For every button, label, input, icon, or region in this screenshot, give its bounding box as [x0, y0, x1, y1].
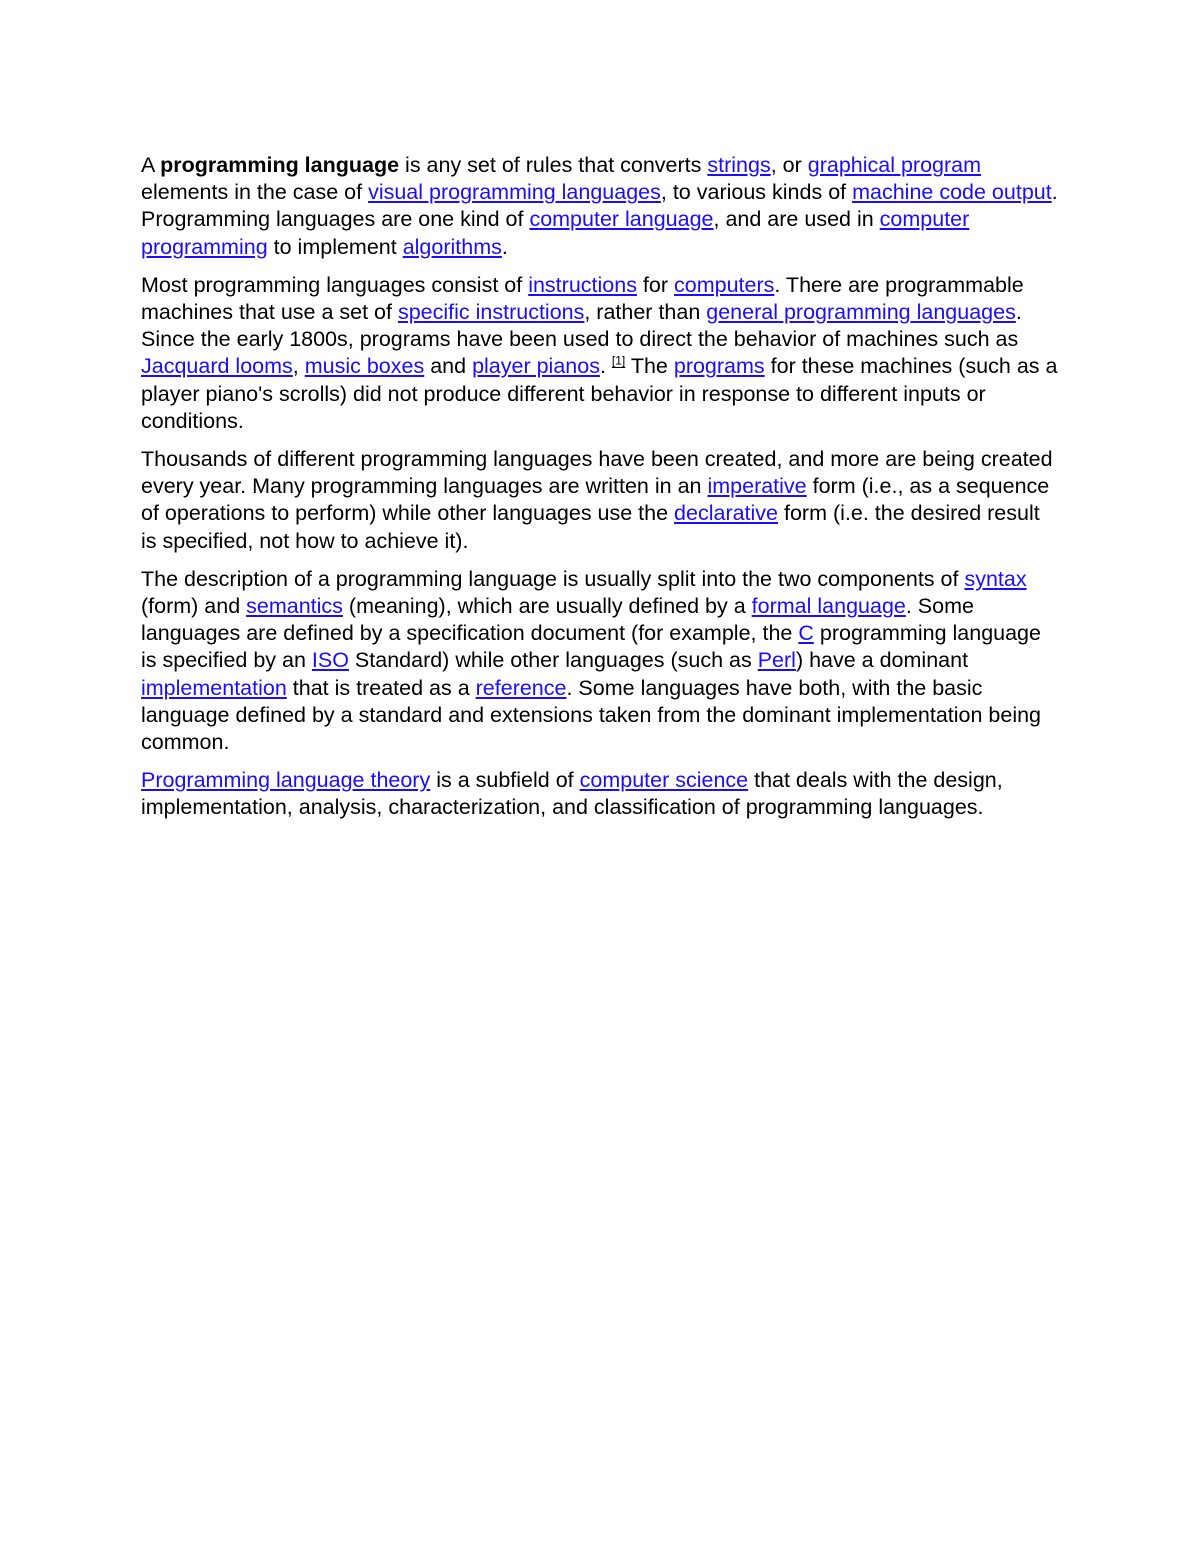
- link-computer-science[interactable]: computer science: [579, 768, 749, 793]
- text-run: programming language is specified by an: [141, 621, 1041, 673]
- text-run: A: [141, 153, 161, 177]
- text-run: form (i.e., as a sequence of operations to perform) while other languages use the: [141, 474, 1050, 526]
- paragraph-5: [141, 767, 1061, 821]
- text-run: is a subfield of: [430, 768, 580, 793]
- paragraph-2: [141, 272, 1061, 435]
- link-perl[interactable]: Perl: [757, 648, 796, 673]
- text-run: (form) and: [141, 594, 247, 619]
- link-strings[interactable]: strings: [707, 153, 771, 177]
- text-run: Standard) while other languages (such as: [348, 648, 758, 673]
- link-reference[interactable]: reference: [475, 675, 567, 700]
- link-semantics[interactable]: semantics: [246, 594, 343, 619]
- citation-ref[interactable]: [612, 354, 625, 368]
- link-computer-language[interactable]: computer language: [529, 207, 714, 232]
- link-instructions[interactable]: instructions: [528, 272, 637, 297]
- link-formal-language[interactable]: formal language: [751, 594, 906, 619]
- text-run: (meaning), which are usually defined by a: [342, 594, 752, 619]
- text-run: , and are used in: [713, 207, 880, 232]
- text-run: .: [501, 234, 508, 259]
- text-run: The: [625, 354, 674, 379]
- link-programming-language-theory[interactable]: Programming language theory: [141, 768, 431, 793]
- link-visual-programming-languages[interactable]: visual programming languages: [368, 180, 661, 205]
- document-page: [141, 152, 1061, 833]
- text-run: that is treated as a: [286, 675, 476, 700]
- text-run: form (i.e. the desired result is specified, not how to achieve it).: [141, 501, 1040, 553]
- link-specific-instructions[interactable]: specific instructions: [397, 300, 585, 325]
- paragraph-4: [141, 566, 1061, 756]
- text-run: .: [599, 354, 612, 379]
- link-declarative[interactable]: declarative: [674, 501, 779, 526]
- text-run: The description of a programming language is usually split into the two components of: [141, 566, 965, 591]
- link-programs[interactable]: programs: [673, 354, 765, 379]
- text-run: for: [636, 272, 674, 297]
- text-run: Thousands of different programming languages have been created, and more are being created every year. Many programming languages are written in an: [141, 447, 1053, 499]
- text-run: . Some languages are defined by a specification document (for example, the: [141, 594, 974, 646]
- link-computer-programming[interactable]: computer programming: [141, 207, 970, 259]
- link-computers[interactable]: computers: [674, 272, 775, 297]
- bold-term: programming language: [160, 153, 400, 177]
- citation-link[interactable]: [1]: [611, 354, 626, 369]
- text-run: . Some languages have both, with the basic language defined by a standard and extensions taken from the dominant implementation being common.: [141, 675, 1042, 755]
- text-run: . Programming languages are one kind of: [141, 180, 1058, 232]
- link-syntax[interactable]: syntax: [964, 566, 1027, 591]
- link-jacquard-looms[interactable]: Jacquard looms: [141, 354, 293, 379]
- link-algorithms[interactable]: algorithms: [402, 234, 502, 259]
- paragraph-1: [141, 152, 1061, 261]
- link-general-programming-languages[interactable]: general programming languages: [706, 300, 1016, 325]
- text-run: ,: [292, 354, 305, 379]
- text-run: , or: [770, 153, 808, 177]
- text-run: that deals with the design, implementation, analysis, characterization, and classification of programming languages.: [141, 768, 1003, 820]
- text-run: . Since the early 1800s, programs have been used to direct the behavior of machines such as: [141, 300, 1022, 352]
- text-run: , to various kinds of: [660, 180, 853, 205]
- link-implementation[interactable]: implementation: [141, 675, 287, 700]
- text-run: Most programming languages consist of: [141, 272, 529, 297]
- text-run: is any set of rules that converts: [399, 153, 708, 177]
- text-run: to implement: [267, 234, 403, 259]
- text-run: elements in the case of: [141, 180, 369, 205]
- link-graphical-program[interactable]: graphical program: [807, 153, 982, 177]
- link-c[interactable]: C: [798, 621, 814, 646]
- link-machine-code-output[interactable]: machine code output: [852, 180, 1052, 205]
- text-run: . There are programmable machines that use a set of: [141, 272, 1024, 325]
- text-run: , rather than: [584, 300, 707, 325]
- text-run: for these machines (such as a player piano's scrolls) did not produce different behavior in response to different inputs or conditions.: [141, 354, 1058, 433]
- paragraph-3: [141, 446, 1061, 555]
- text-run: and: [424, 354, 473, 379]
- link-music-boxes[interactable]: music boxes: [304, 354, 425, 379]
- link-iso[interactable]: ISO: [311, 648, 349, 673]
- link-imperative[interactable]: imperative: [707, 474, 807, 499]
- link-player-pianos[interactable]: player pianos: [472, 354, 600, 379]
- text-run: ) have a dominant: [795, 648, 969, 673]
